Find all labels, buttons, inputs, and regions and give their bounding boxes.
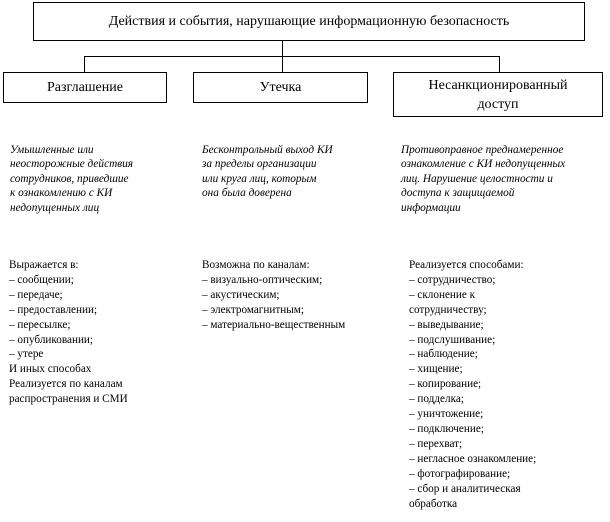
details-unauthorized-access (409, 258, 536, 511)
list-item: – уничтожение; (409, 408, 484, 421)
list-item: – предоставлении; (9, 303, 98, 316)
list-item: – подключение; (409, 422, 484, 435)
list-item: – перехват; (409, 437, 463, 450)
root-node (33, 2, 585, 41)
list-item: – акустическим; (202, 288, 280, 301)
list-item: – копирование; (409, 378, 482, 391)
description-line: Умышленные или (10, 144, 94, 156)
list-item: Реализуется по каналам (9, 378, 123, 391)
node-disclosure-label: Разглашение (47, 80, 123, 95)
list-item: – электромагнитным; (202, 303, 304, 316)
node-disclosure (3, 72, 167, 103)
list-item: – сотрудничество; (409, 273, 496, 286)
list-item: – утере (9, 348, 44, 361)
node-unauthorized-access (393, 72, 603, 117)
description-line: за пределы организации (202, 158, 317, 171)
description-line: Бесконтрольный выход КИ (202, 144, 333, 156)
description-line: сотрудников, приведшие (10, 172, 129, 185)
list-item: – материально-вещественным (202, 318, 346, 331)
list-item: – передаче; (9, 288, 63, 301)
description-line: она была доверена (202, 187, 292, 200)
description-line: доступа к защищаемой (401, 187, 515, 200)
description-line: неосторожные действия (10, 158, 134, 171)
list-item: – хищение; (409, 363, 463, 376)
details-disclosure (9, 258, 128, 407)
drop-line-leak (282, 56, 283, 72)
list-item: распространения и СМИ (9, 393, 128, 406)
list-item: – выведывание; (409, 318, 484, 331)
description-line: Противоправное преднамеренное (401, 144, 564, 156)
list-item: – сбор и аналитическая (409, 482, 521, 495)
list-item: – опубликовании; (9, 333, 94, 346)
description-line: или круга лиц, которым (202, 172, 317, 185)
node-unauth-label-line-2: доступ (477, 96, 519, 112)
list-item: – подслушивание; (409, 333, 496, 346)
drop-line-unauth (499, 56, 500, 72)
list-item: – визуально-оптическим; (202, 273, 323, 286)
description-leak (202, 143, 333, 201)
root-title: Действия и события, нарушающие информационную безопасность (108, 14, 510, 29)
description-line: лиц. Нарушение целостности и (401, 172, 553, 185)
node-leak (193, 72, 368, 103)
description-line: к ознакомлению с КИ (10, 187, 113, 200)
node-leak-label: Утечка (259, 80, 302, 95)
list-item: И иных способах (9, 363, 92, 376)
list-item: – подделка; (409, 393, 464, 406)
description-line: информации (401, 201, 461, 214)
list-item: обработка (409, 497, 458, 510)
node-unauth-label-line-1: Несанкционированный (428, 77, 568, 93)
trunk-line (282, 41, 283, 56)
drop-line-disclosure (84, 56, 85, 72)
description-unauthorized-access (401, 143, 565, 215)
branch-line (84, 56, 500, 57)
description-line: ознакомление с КИ недопущенных (401, 158, 566, 171)
list-item: – негласное ознакомление; (409, 452, 537, 465)
list-item: – фотографирование; (409, 467, 511, 480)
list-item: – сообщении; (9, 273, 74, 286)
list-item: Возможна по каналам: (202, 259, 310, 271)
description-disclosure (10, 143, 133, 215)
list-item: – наблюдение; (409, 348, 478, 361)
list-item: сотрудничеству; (409, 303, 487, 316)
list-item: – пересылке; (9, 318, 71, 331)
details-leak (202, 258, 345, 333)
list-item: – склонение к (409, 288, 476, 301)
list-item: Выражается в: (9, 259, 79, 271)
description-line: недопущенных лиц (10, 201, 100, 214)
list-item: Реализуется способами: (409, 259, 524, 271)
